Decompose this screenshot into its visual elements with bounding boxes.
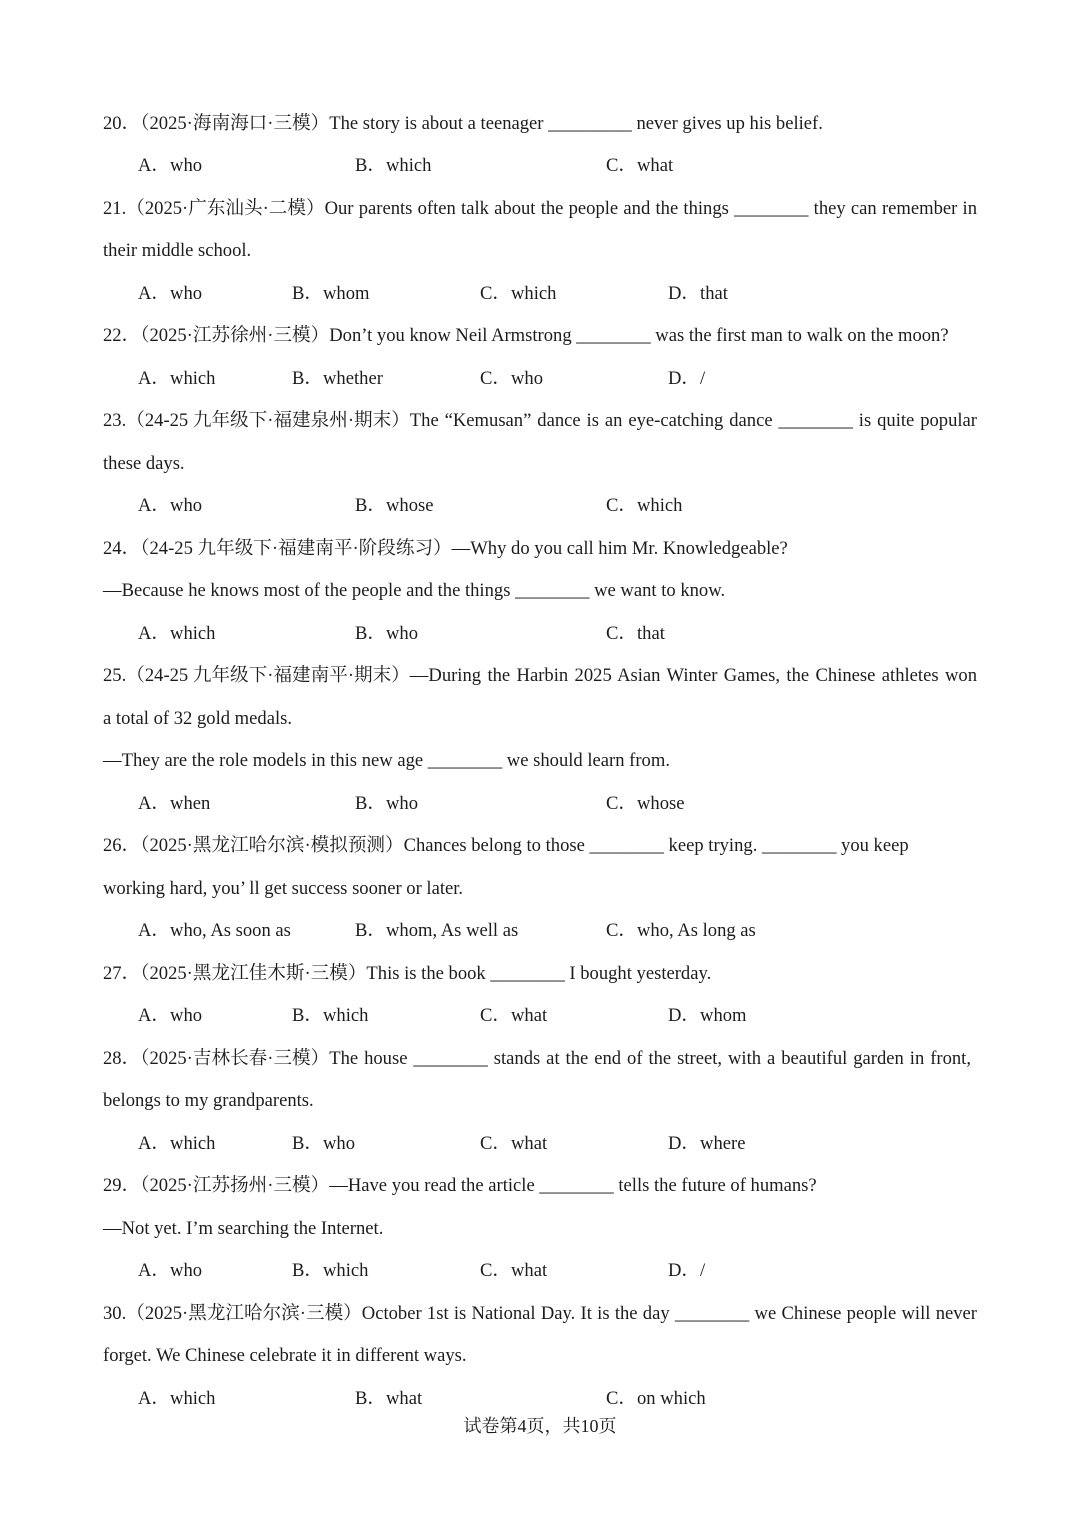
question-source: （24-25 九年级下·福建南平·期末） bbox=[126, 665, 410, 687]
option-text: who bbox=[323, 1132, 356, 1154]
question-header bbox=[103, 1293, 362, 1336]
option-label: D． bbox=[668, 282, 701, 304]
page-number-label: 试卷第4页，共10页 bbox=[463, 1416, 617, 1436]
question-header bbox=[103, 1165, 329, 1208]
option-b bbox=[292, 273, 369, 316]
option-label: C． bbox=[606, 155, 637, 177]
option-label: B． bbox=[355, 792, 386, 814]
question-header bbox=[103, 188, 325, 231]
question-stem-line bbox=[103, 1293, 977, 1336]
option-text: which bbox=[323, 1260, 369, 1282]
option-b bbox=[292, 1250, 368, 1293]
options-row bbox=[103, 910, 977, 953]
option-label: B． bbox=[355, 622, 386, 644]
question-source: （2025·江苏扬州·三模） bbox=[140, 1175, 330, 1197]
question-number: 28． bbox=[103, 1047, 141, 1069]
question-stem-line bbox=[103, 1080, 977, 1123]
option-b bbox=[355, 613, 418, 656]
option-c bbox=[480, 273, 556, 316]
option-label: A． bbox=[138, 495, 171, 517]
question-source: （2025·广东汕头·二模） bbox=[126, 197, 325, 219]
option-c bbox=[606, 485, 682, 528]
option-label: B． bbox=[292, 367, 323, 389]
option-text: whose bbox=[637, 792, 685, 814]
option-text: which bbox=[170, 367, 216, 389]
option-label: B． bbox=[292, 1005, 323, 1027]
question-number: 21. bbox=[103, 197, 127, 219]
options-row bbox=[103, 358, 977, 401]
option-text: which bbox=[511, 282, 557, 304]
question-text: The house ________ stands at the end of the street, with a beautiful garden in front, bbox=[329, 1047, 971, 1069]
question-stem-line bbox=[103, 528, 977, 571]
question-text: —Why do you call him Mr. Knowledgeable? bbox=[451, 537, 788, 559]
option-text: which bbox=[170, 1132, 216, 1154]
option-text: who bbox=[170, 155, 203, 177]
question-22 bbox=[103, 315, 977, 400]
option-b bbox=[292, 1123, 355, 1166]
question-source: （2025·吉林长春·三模） bbox=[140, 1047, 330, 1069]
option-text: who bbox=[511, 367, 544, 389]
option-d bbox=[668, 1123, 745, 1166]
option-b bbox=[355, 485, 434, 528]
option-text: what bbox=[511, 1132, 548, 1154]
option-label: C． bbox=[606, 792, 637, 814]
options-row bbox=[103, 613, 977, 656]
question-header bbox=[103, 400, 410, 443]
question-stem-line bbox=[103, 868, 977, 911]
option-text: which bbox=[637, 495, 683, 517]
option-text: who bbox=[170, 1260, 203, 1282]
option-text: whom bbox=[323, 282, 370, 304]
option-label: C． bbox=[606, 1387, 637, 1409]
options-row bbox=[103, 783, 977, 826]
option-text: who bbox=[386, 792, 419, 814]
options-row bbox=[103, 485, 977, 528]
question-stem-line bbox=[103, 400, 977, 443]
option-b bbox=[355, 910, 518, 953]
option-label: A． bbox=[138, 1387, 171, 1409]
option-b bbox=[292, 995, 368, 1038]
option-d bbox=[668, 358, 705, 401]
option-label: A． bbox=[138, 282, 171, 304]
question-23 bbox=[103, 400, 977, 528]
question-number: 24． bbox=[103, 537, 141, 559]
question-stem-line bbox=[103, 1038, 971, 1081]
question-text: —Not yet. I’m searching the Internet. bbox=[103, 1217, 384, 1239]
question-header bbox=[103, 528, 452, 571]
option-text: / bbox=[700, 367, 706, 389]
question-source: （2025·黑龙江哈尔滨·三模） bbox=[126, 1302, 362, 1324]
question-text: a total of 32 gold medals. bbox=[103, 707, 292, 729]
option-text: what bbox=[511, 1260, 548, 1282]
question-number: 30. bbox=[103, 1302, 127, 1324]
question-26 bbox=[103, 825, 977, 953]
option-label: B． bbox=[355, 155, 386, 177]
option-label: C． bbox=[606, 920, 637, 942]
question-stem-line bbox=[103, 1208, 977, 1251]
option-label: C． bbox=[606, 495, 637, 517]
question-text: Chances belong to those ________ keep trying. ________ you keep bbox=[403, 835, 909, 857]
options-row bbox=[103, 1250, 977, 1293]
option-a bbox=[138, 485, 202, 528]
question-text: —Because he knows most of the people and the things ________ we want to know. bbox=[103, 580, 726, 602]
question-text: The “Kemusan” dance is an eye-catching dance ________ is quite popular bbox=[409, 410, 977, 432]
question-stem-line bbox=[103, 655, 977, 698]
option-label: A． bbox=[138, 792, 171, 814]
option-text: which bbox=[386, 155, 432, 177]
options-row bbox=[103, 995, 977, 1038]
question-21 bbox=[103, 188, 977, 316]
question-text: Don’t you know Neil Armstrong ________ was the first man to walk on the moon? bbox=[329, 325, 949, 347]
option-c bbox=[606, 145, 673, 188]
options-row bbox=[103, 145, 977, 188]
options-row bbox=[103, 1123, 977, 1166]
option-b bbox=[292, 358, 383, 401]
option-label: D． bbox=[668, 1260, 701, 1282]
option-label: A． bbox=[138, 155, 171, 177]
option-c bbox=[480, 358, 543, 401]
question-text: these days. bbox=[103, 452, 185, 474]
option-label: C． bbox=[480, 282, 511, 304]
question-header bbox=[103, 655, 410, 698]
option-b bbox=[355, 145, 431, 188]
question-24 bbox=[103, 528, 977, 656]
question-27 bbox=[103, 953, 977, 1038]
question-source: （24-25 九年级下·福建泉州·期末） bbox=[126, 410, 410, 432]
question-stem-line bbox=[103, 698, 977, 741]
option-d bbox=[668, 273, 728, 316]
question-source: （2025·江苏徐州·三模） bbox=[140, 325, 330, 347]
question-28 bbox=[103, 1038, 977, 1166]
option-label: A． bbox=[138, 1132, 171, 1154]
question-number: 27． bbox=[103, 962, 141, 984]
option-label: B． bbox=[355, 1387, 386, 1409]
question-stem-line bbox=[103, 740, 977, 783]
option-text: which bbox=[170, 622, 216, 644]
option-label: C． bbox=[480, 1260, 511, 1282]
question-20 bbox=[103, 103, 977, 188]
question-text: This is the book ________ I bought yesterday. bbox=[366, 962, 712, 984]
question-stem-line bbox=[103, 1165, 977, 1208]
question-number: 23. bbox=[103, 410, 127, 432]
option-text: who bbox=[386, 622, 419, 644]
option-label: B． bbox=[355, 920, 386, 942]
option-text: who bbox=[170, 282, 203, 304]
page-footer bbox=[0, 1414, 1080, 1438]
option-text: which bbox=[323, 1005, 369, 1027]
option-a bbox=[138, 995, 202, 1038]
question-stem-line bbox=[103, 825, 977, 868]
option-d bbox=[668, 995, 747, 1038]
option-text: what bbox=[637, 155, 674, 177]
option-label: A． bbox=[138, 367, 171, 389]
option-text: what bbox=[511, 1005, 548, 1027]
option-text: which bbox=[170, 1387, 216, 1409]
question-source: （2025·黑龙江佳木斯·三模） bbox=[140, 962, 367, 984]
question-text: working hard, you’ ll get success sooner or later. bbox=[103, 877, 464, 899]
option-label: B． bbox=[292, 1132, 323, 1154]
option-a bbox=[138, 910, 291, 953]
question-stem-line bbox=[103, 188, 977, 231]
option-text: whose bbox=[386, 495, 434, 517]
question-header bbox=[103, 825, 404, 868]
option-c bbox=[480, 995, 547, 1038]
question-number: 26． bbox=[103, 835, 141, 857]
option-a bbox=[138, 358, 215, 401]
question-header bbox=[103, 103, 329, 146]
option-text: that bbox=[700, 282, 728, 304]
option-text: whether bbox=[323, 367, 383, 389]
option-text: whom bbox=[700, 1005, 747, 1027]
question-source: （2025·黑龙江哈尔滨·模拟预测） bbox=[140, 835, 404, 857]
question-header bbox=[103, 1038, 329, 1081]
question-text: Our parents often talk about the people and the things ________ they can remember in bbox=[324, 197, 977, 219]
option-c bbox=[606, 613, 665, 656]
option-label: C． bbox=[606, 622, 637, 644]
option-a bbox=[138, 1123, 215, 1166]
question-text: forget. We Chinese celebrate it in different ways. bbox=[103, 1345, 467, 1367]
question-header bbox=[103, 953, 366, 996]
option-label: D． bbox=[668, 1005, 701, 1027]
question-stem-line bbox=[103, 443, 977, 486]
option-text: / bbox=[700, 1260, 706, 1282]
option-label: B． bbox=[292, 282, 323, 304]
question-stem-line bbox=[103, 315, 977, 358]
option-text: where bbox=[700, 1132, 746, 1154]
option-a bbox=[138, 613, 215, 656]
question-number: 22． bbox=[103, 325, 141, 347]
question-25 bbox=[103, 655, 977, 825]
option-label: A． bbox=[138, 920, 171, 942]
option-text: who bbox=[170, 495, 203, 517]
question-source: （24-25 九年级下·福建南平·阶段练习） bbox=[140, 537, 452, 559]
option-label: A． bbox=[138, 1005, 171, 1027]
question-stem-line bbox=[103, 230, 977, 273]
option-a bbox=[138, 273, 202, 316]
option-c bbox=[480, 1250, 547, 1293]
option-text: who, As long as bbox=[637, 920, 756, 942]
option-text: who, As soon as bbox=[170, 920, 291, 942]
option-text: when bbox=[170, 792, 211, 814]
question-stem-line bbox=[103, 570, 977, 613]
question-text: October 1st is National Day. It is the day ________ we Chinese people will never bbox=[361, 1302, 977, 1324]
exam-page-content bbox=[103, 103, 977, 1421]
option-a bbox=[138, 783, 210, 826]
option-label: C． bbox=[480, 1132, 511, 1154]
option-c bbox=[480, 1123, 547, 1166]
option-label: C． bbox=[480, 367, 511, 389]
question-number: 29． bbox=[103, 1175, 141, 1197]
option-label: B． bbox=[355, 495, 386, 517]
option-text: who bbox=[170, 1005, 203, 1027]
question-30 bbox=[103, 1293, 977, 1421]
question-text: —During the Harbin 2025 Asian Winter Games, the Chinese athletes won bbox=[409, 665, 977, 687]
question-stem-line bbox=[103, 103, 977, 146]
option-c bbox=[606, 783, 685, 826]
question-text: belongs to my grandparents. bbox=[103, 1090, 314, 1112]
question-text: —Have you read the article ________ tells the future of humans? bbox=[329, 1175, 817, 1197]
option-a bbox=[138, 145, 202, 188]
question-stem-line bbox=[103, 953, 977, 996]
option-text: on which bbox=[637, 1387, 706, 1409]
option-label: B． bbox=[292, 1260, 323, 1282]
option-a bbox=[138, 1250, 202, 1293]
option-label: A． bbox=[138, 622, 171, 644]
option-label: D． bbox=[668, 1132, 701, 1154]
option-label: D． bbox=[668, 367, 701, 389]
option-label: C． bbox=[480, 1005, 511, 1027]
option-text: whom, As well as bbox=[386, 920, 519, 942]
question-text: The story is about a teenager _________ never gives up his belief. bbox=[329, 112, 823, 134]
option-text: that bbox=[637, 622, 665, 644]
option-d bbox=[668, 1250, 705, 1293]
option-c bbox=[606, 910, 756, 953]
question-number: 20． bbox=[103, 112, 141, 134]
question-29 bbox=[103, 1165, 977, 1293]
question-text: —They are the role models in this new age ________ we should learn from. bbox=[103, 750, 670, 772]
options-row bbox=[103, 273, 977, 316]
question-header bbox=[103, 315, 329, 358]
question-source: （2025·海南海口·三模） bbox=[140, 112, 330, 134]
option-label: A． bbox=[138, 1260, 171, 1282]
question-number: 25. bbox=[103, 665, 127, 687]
question-stem-line bbox=[103, 1335, 977, 1378]
question-text: their middle school. bbox=[103, 240, 252, 262]
option-b bbox=[355, 783, 418, 826]
option-text: what bbox=[386, 1387, 423, 1409]
